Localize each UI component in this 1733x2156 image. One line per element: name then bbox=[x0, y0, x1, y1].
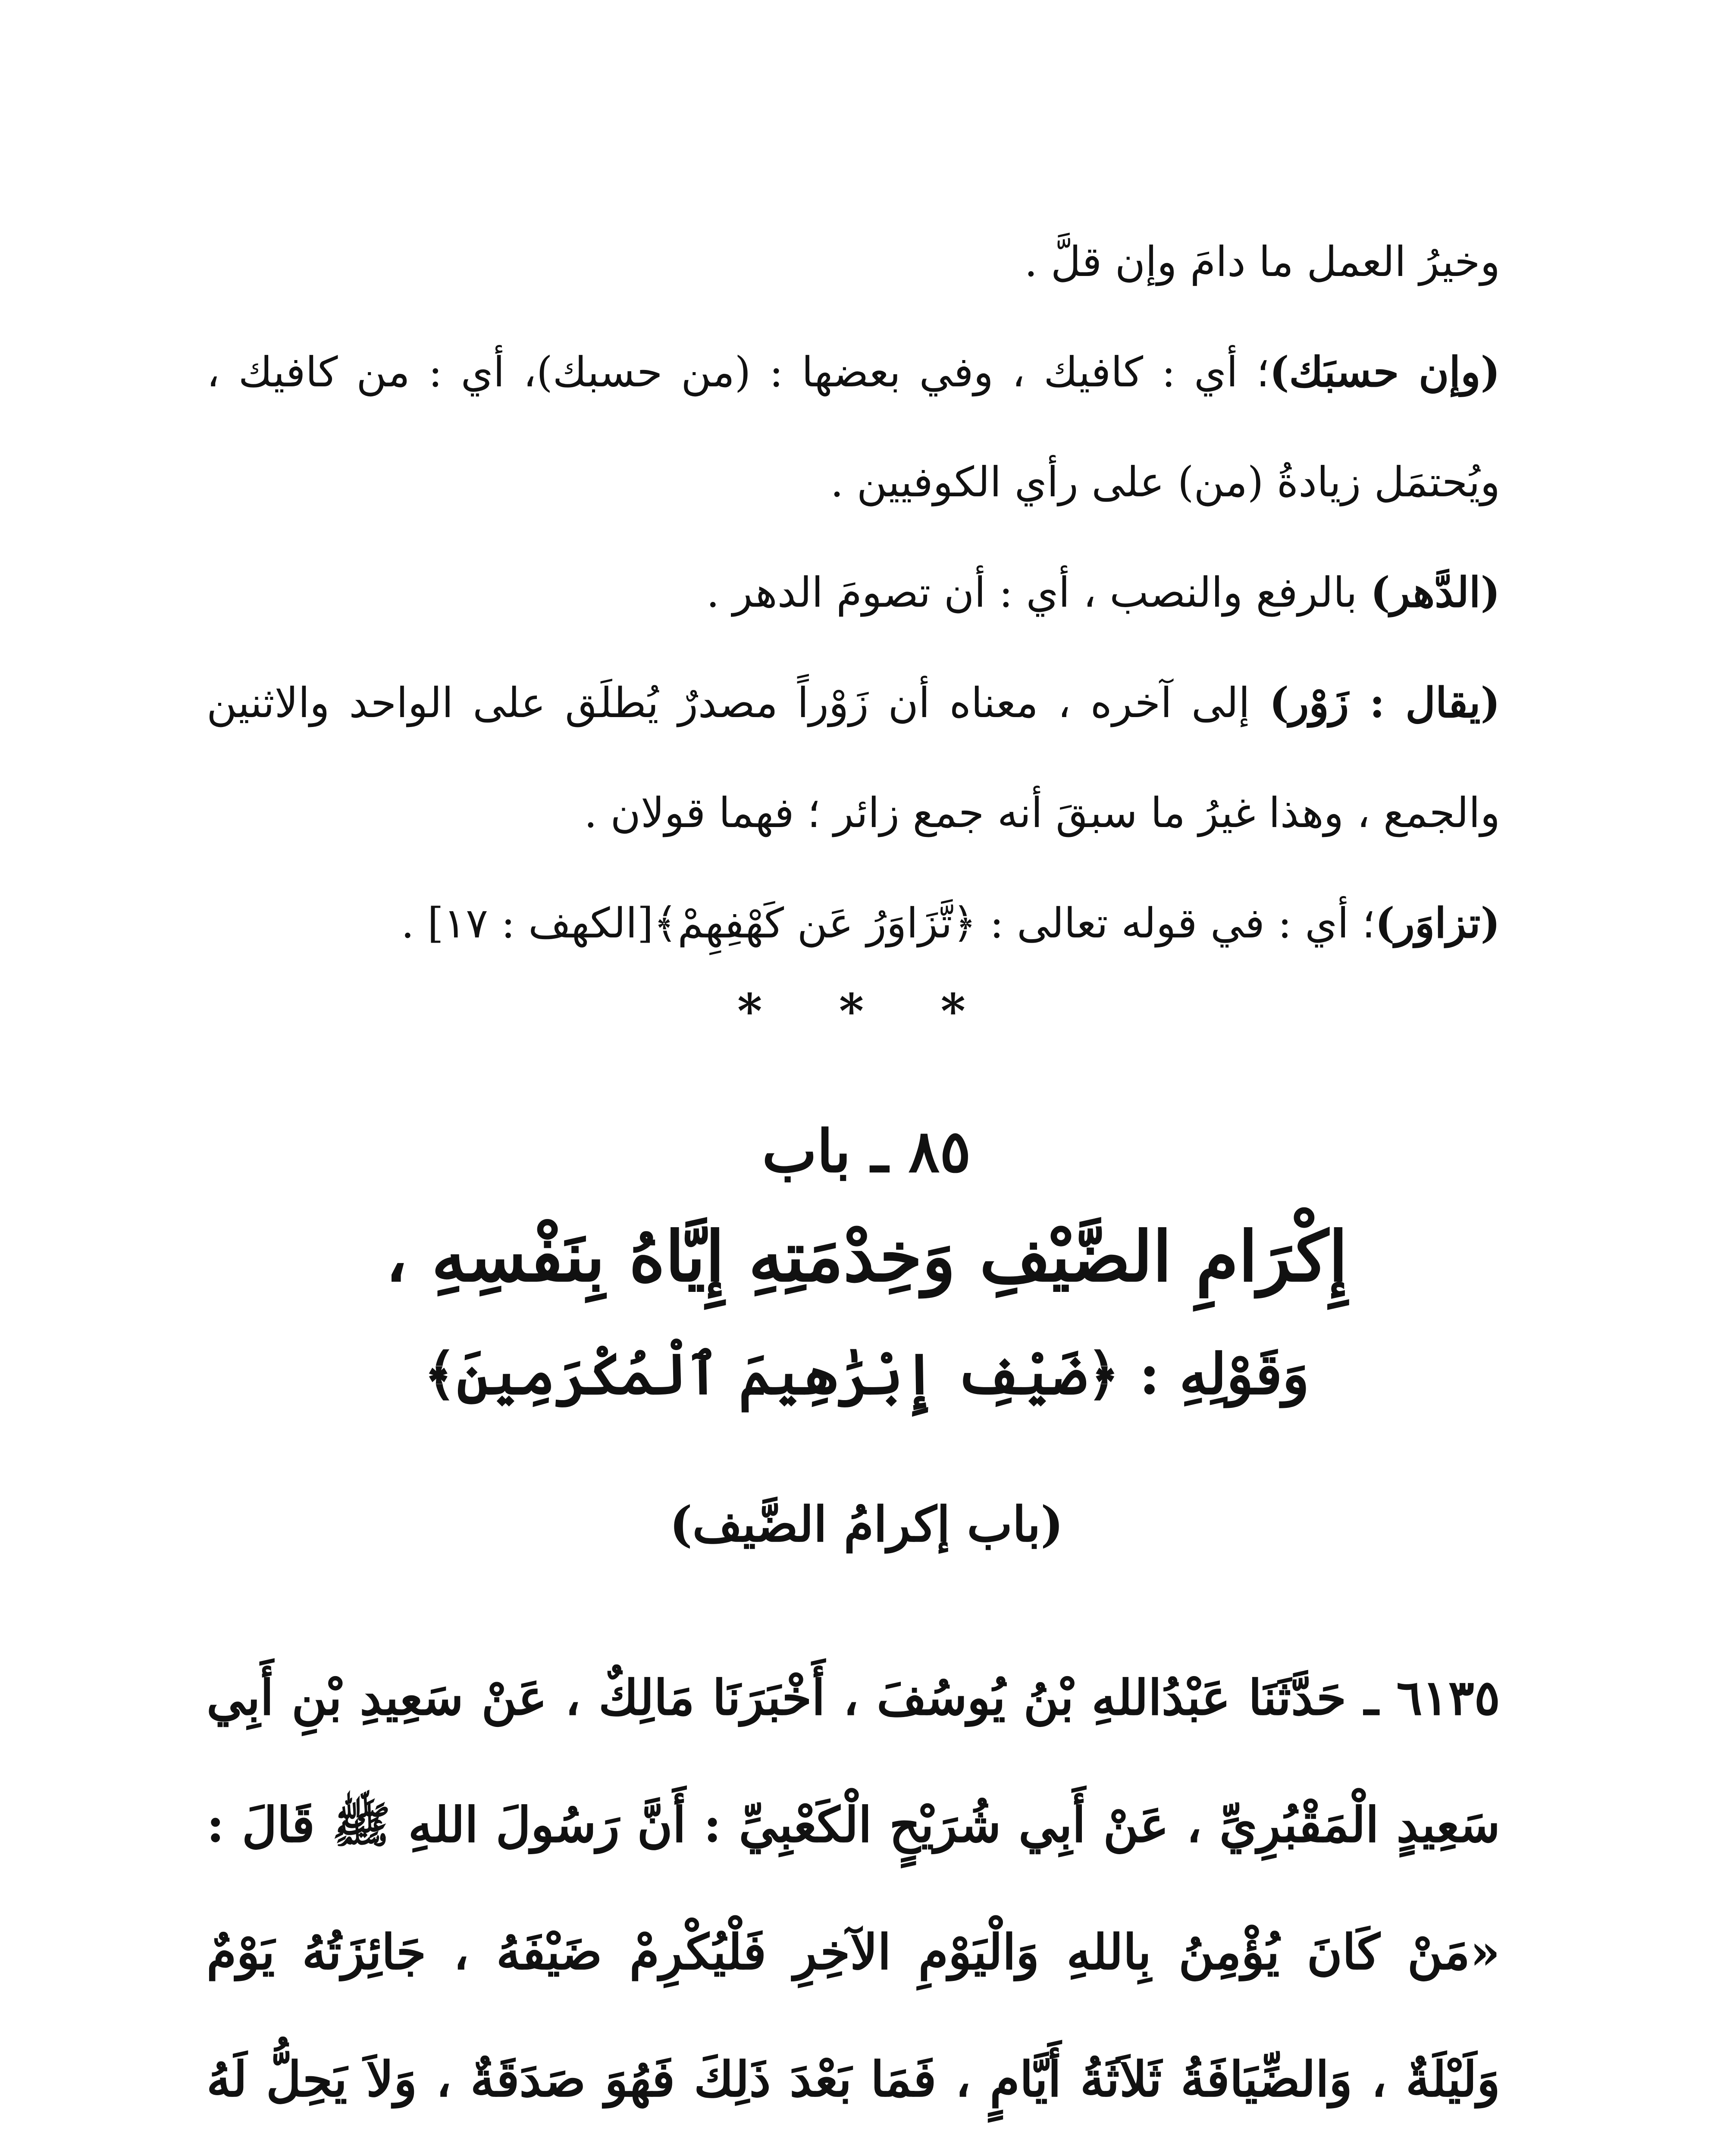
commentary-text: ؛ أي : كافيك ، وفي بعضها : (من حسبك)، أي : من كافيك ، ويُحتمَل زيادةُ (من) على رأي الكوفيين . bbox=[207, 348, 1500, 506]
commentary-paragraph-4 bbox=[207, 648, 1500, 868]
section-separator: * * * bbox=[737, 983, 996, 1039]
hadith-section bbox=[207, 1634, 1500, 2156]
hadith-6135: ٦١٣٥ ـ حَدَّثَنَا عَبْدُاللهِ بْنُ يُوسُفَ ، أَخْبَرَنَا مَالِكٌ ، عَنْ سَعِيدِ بْنِ أَبِي سَعِيدٍ الْمَقْبُرِيِّ ، عَنْ أَبِي شُرَيْحٍ الْكَعْبِيِّ : أَنَّ رَسُولَ اللهِ ﷺ قَالَ : «مَنْ كَانَ يُؤْمِنُ بِاللهِ وَالْيَوْمِ الآخِرِ فَلْيُكْرِمْ ضَيْفَهُ ، جَائِزَتُهُ يَوْمٌ وَلَيْلَةٌ ، وَالضِّيَافَةُ ثَلاَثَةُ أَيَّامٍ ، فَمَا بَعْدَ ذَلِكَ فَهُوَ صَدَقَةٌ ، وَلاَ يَحِلُّ لَهُ bbox=[207, 1670, 1500, 2108]
commentary-section bbox=[207, 207, 1500, 978]
quran-reference: [الكهف : ١٧] . bbox=[401, 899, 654, 947]
commentary-term: (تزاوَر) bbox=[1375, 899, 1500, 947]
commentary-term: (الدَّهر) bbox=[1370, 568, 1500, 617]
commentary-text: إلى آخره ، معناه أن زَوْراً مصدرٌ يُطلَق على الواحد والاثنين والجمع ، وهذا غيرُ ما سبقَ أنه جمع زائر ؛ فهما قولان . bbox=[207, 679, 1500, 837]
chapter-subtitle-lead: وَقَوْلِهِ : bbox=[1119, 1341, 1310, 1407]
quran-quote: ﴿تَّزَاوَرُ عَن كَهْفِهِمْ﴾ bbox=[653, 899, 977, 947]
commentary-paragraph-5 bbox=[207, 868, 1500, 978]
chapter-alt-title: (باب إكرامُ الضَّيف) bbox=[669, 1496, 1064, 1553]
commentary-text: وخيرُ العمل ما دامَ وإن قلَّ . bbox=[1024, 238, 1500, 286]
chapter-subtitle bbox=[0, 1341, 1733, 1407]
commentary-paragraph-1 bbox=[207, 207, 1500, 317]
chapter-number: ٨٥ ـ باب bbox=[762, 1117, 971, 1185]
commentary-paragraph-2 bbox=[207, 317, 1500, 537]
commentary-text: ؛ أي : في قوله تعالى : bbox=[976, 899, 1376, 947]
commentary-term: (وإن حسبَك) bbox=[1269, 348, 1500, 396]
chapter-title: إِكْرَامِ الضَّيْفِ وَخِدْمَتِهِ إِيَّاهُ بِنَفْسِهِ ، bbox=[385, 1216, 1348, 1297]
commentary-term: (يقال : زَوْر) bbox=[1269, 678, 1501, 727]
quran-quote: ﴿ضَيْفِ إِبْرَٰهِيمَ ٱلْمُكْرَمِينَ﴾ bbox=[423, 1341, 1120, 1407]
commentary-paragraph-3 bbox=[207, 537, 1500, 648]
commentary-text: بالرفع والنصب ، أي : أن تصومَ الدهر . bbox=[706, 568, 1371, 617]
